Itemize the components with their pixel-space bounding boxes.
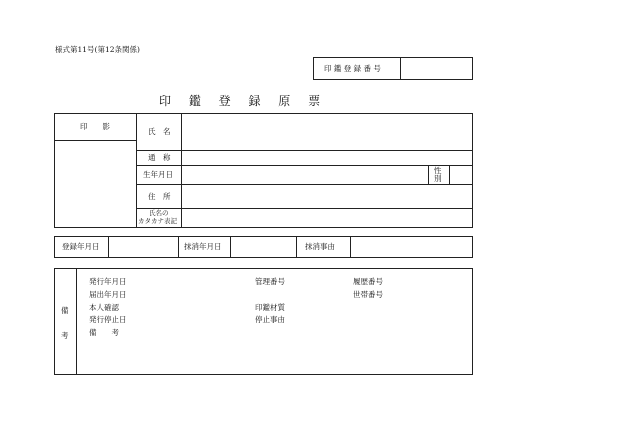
- birthdate-field[interactable]: [183, 167, 426, 182]
- registration-date-label: 登録年月日: [62, 242, 100, 251]
- stop-reason-label: 停止事由: [255, 315, 285, 324]
- cancel-date-label: 抹消年月日: [184, 242, 222, 251]
- remarks-side-label-1: 備: [61, 306, 69, 315]
- history-number-label: 履歴番号: [353, 277, 383, 286]
- remarks-label: 備 考: [89, 328, 119, 337]
- birthdate-label: 生年月日: [143, 170, 173, 179]
- filing-date-label: 届出年月日: [89, 290, 127, 299]
- gender-field[interactable]: [451, 167, 471, 182]
- seal-material-label: 印鑑材質: [255, 303, 285, 312]
- page-title: 印 鑑 登 録 原 票: [159, 94, 328, 108]
- seal-impression-area[interactable]: [56, 142, 134, 226]
- cancel-date-field[interactable]: [232, 238, 294, 256]
- cancel-reason-field[interactable]: [352, 238, 471, 256]
- seal-label: 印 影: [80, 122, 110, 131]
- cancel-reason-label: 抹消事由: [305, 242, 335, 251]
- gender-label-1: 性: [434, 166, 442, 175]
- alias-label: 通 称: [148, 153, 171, 162]
- name-field[interactable]: [183, 115, 471, 148]
- katakana-label-1: 氏名の: [149, 209, 169, 217]
- address-field[interactable]: [183, 186, 471, 206]
- name-label: 氏 名: [148, 127, 171, 136]
- registration-number-field[interactable]: [402, 59, 471, 78]
- form-number: 様式第11号(第12条関係): [55, 45, 140, 54]
- gender-label-2: 別: [434, 174, 442, 183]
- katakana-field[interactable]: [183, 210, 471, 226]
- identity-check-label: 本人確認: [89, 303, 119, 312]
- remarks-field[interactable]: [78, 340, 471, 373]
- issue-stop-date-label: 発行停止日: [89, 315, 127, 324]
- registration-number-label: 印 鑑 登 録 番 号: [324, 64, 381, 73]
- remarks-side-label-2: 考: [61, 331, 69, 340]
- katakana-label-2: カタカナ表記: [138, 217, 177, 225]
- issue-date-label: 発行年月日: [89, 277, 127, 286]
- registration-date-field[interactable]: [110, 238, 176, 256]
- alias-field[interactable]: [183, 152, 471, 163]
- management-number-label: 管理番号: [255, 277, 285, 286]
- household-number-label: 世帯番号: [353, 290, 383, 299]
- address-label: 住 所: [148, 192, 171, 201]
